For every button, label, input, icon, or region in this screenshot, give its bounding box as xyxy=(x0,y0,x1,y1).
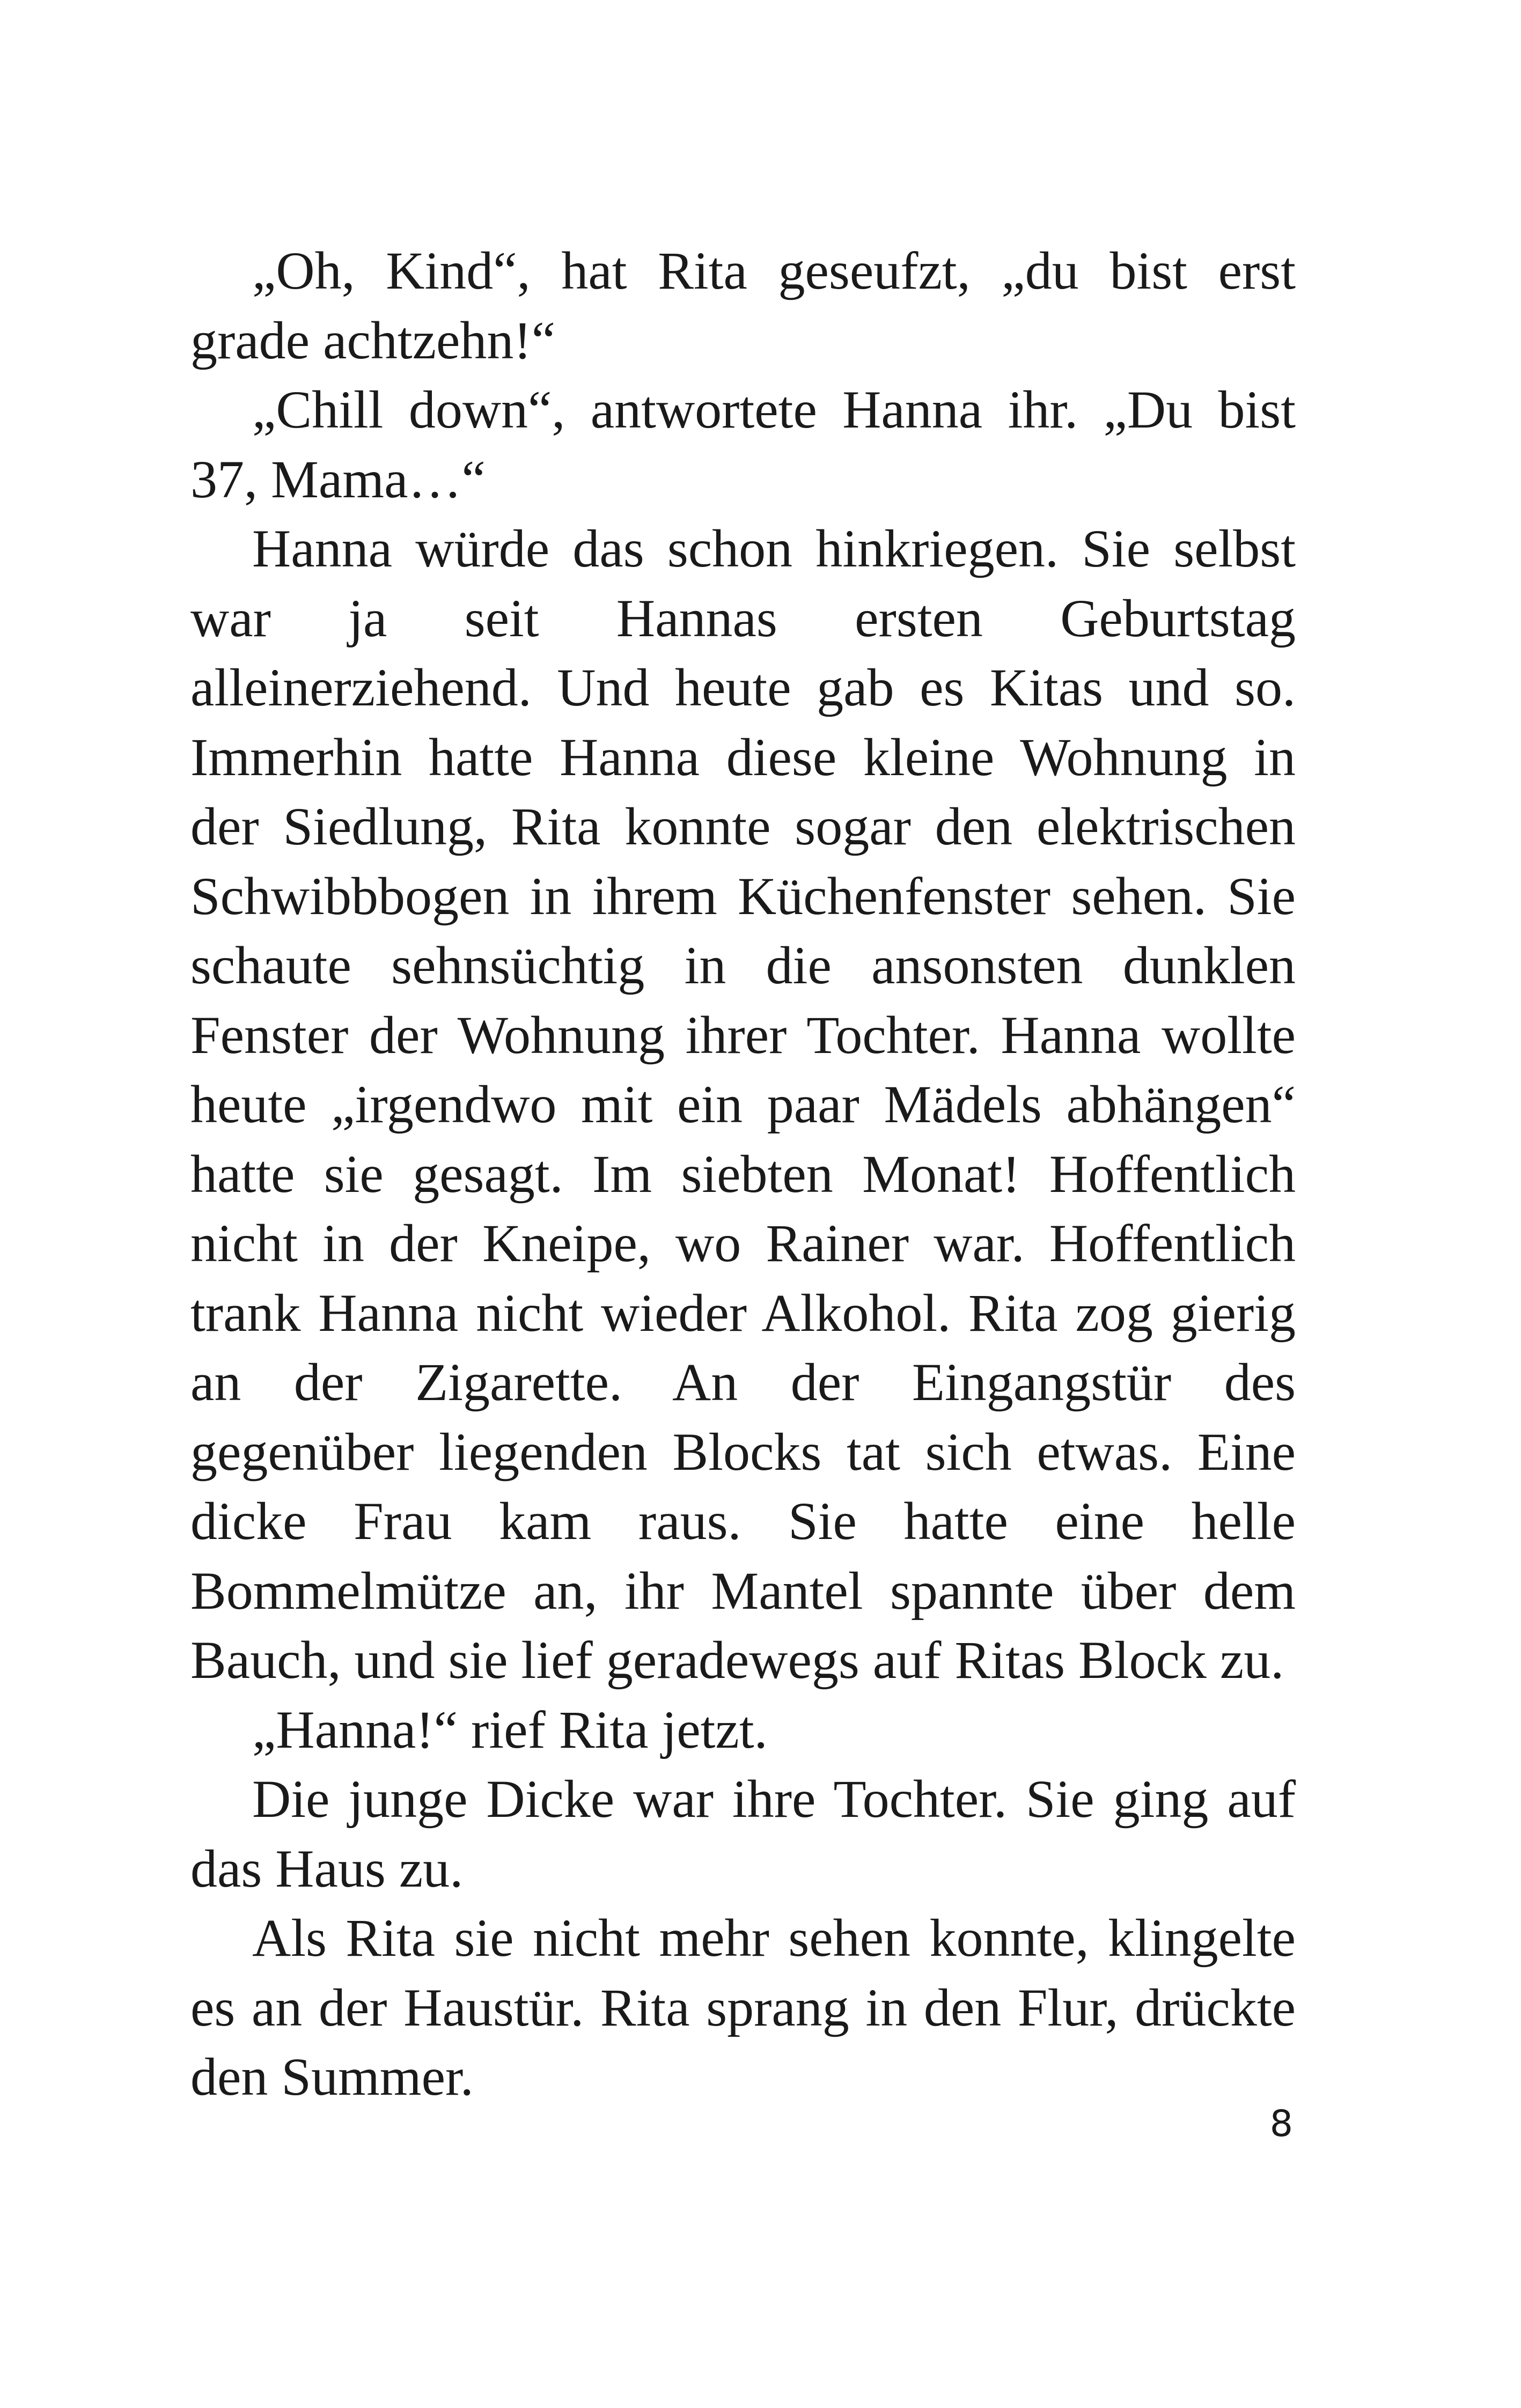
paragraph: Hanna würde das schon hinkriegen. Sie selbst war ja seit Hannas ersten Geburtstag alleinerziehend. Und heute gab es Kitas und so. Immerhin hatte Hanna diese kleine Wohnung in der Siedlung, Rita konnte sogar den elektrischen Schwibbbogen in ihrem Küchenfenster sehen. Sie schaute sehnsüchtig in die ansonsten dunklen Fenster der Wohnung ihrer Tochter. Hanna wollte heute „irgendwo mit ein paar Mädels abhängen“ hatte sie gesagt. Im siebten Monat! Hoffentlich nicht in der Kneipe, wo Rainer war. Hoffentlich trank Hanna nicht wieder Alkohol. Rita zog gierig an der Zigarette. An der Eingangstür des gegenüber liegenden Blocks tat sich etwas. Eine dicke Frau kam raus. Sie hatte eine helle Bommelmütze an, ihr Mantel spannte über dem Bauch, und sie lief geradewegs auf Ritas Block zu. xyxy=(190,519,1296,1690)
paragraph: „Chill down“, antwortete Hanna ihr. „Du bist 37, Mama…“ xyxy=(190,380,1296,509)
body-text xyxy=(190,236,1296,2112)
paragraph: „Oh, Kind“, hat Rita geseufzt, „du bist erst grade achtzehn!“ xyxy=(190,241,1296,370)
page-number: 8 xyxy=(1269,2103,1293,2145)
paragraph: Als Rita sie nicht mehr sehen konnte, klingelte es an der Haustür. Rita sprang in den Flur, drückte den Summer. xyxy=(190,1908,1296,2107)
paragraph: „Hanna!“ rief Rita jetzt. xyxy=(252,1699,768,1759)
paragraph: Die junge Dicke war ihre Tochter. Sie ging auf das Haus zu. xyxy=(190,1769,1296,1898)
